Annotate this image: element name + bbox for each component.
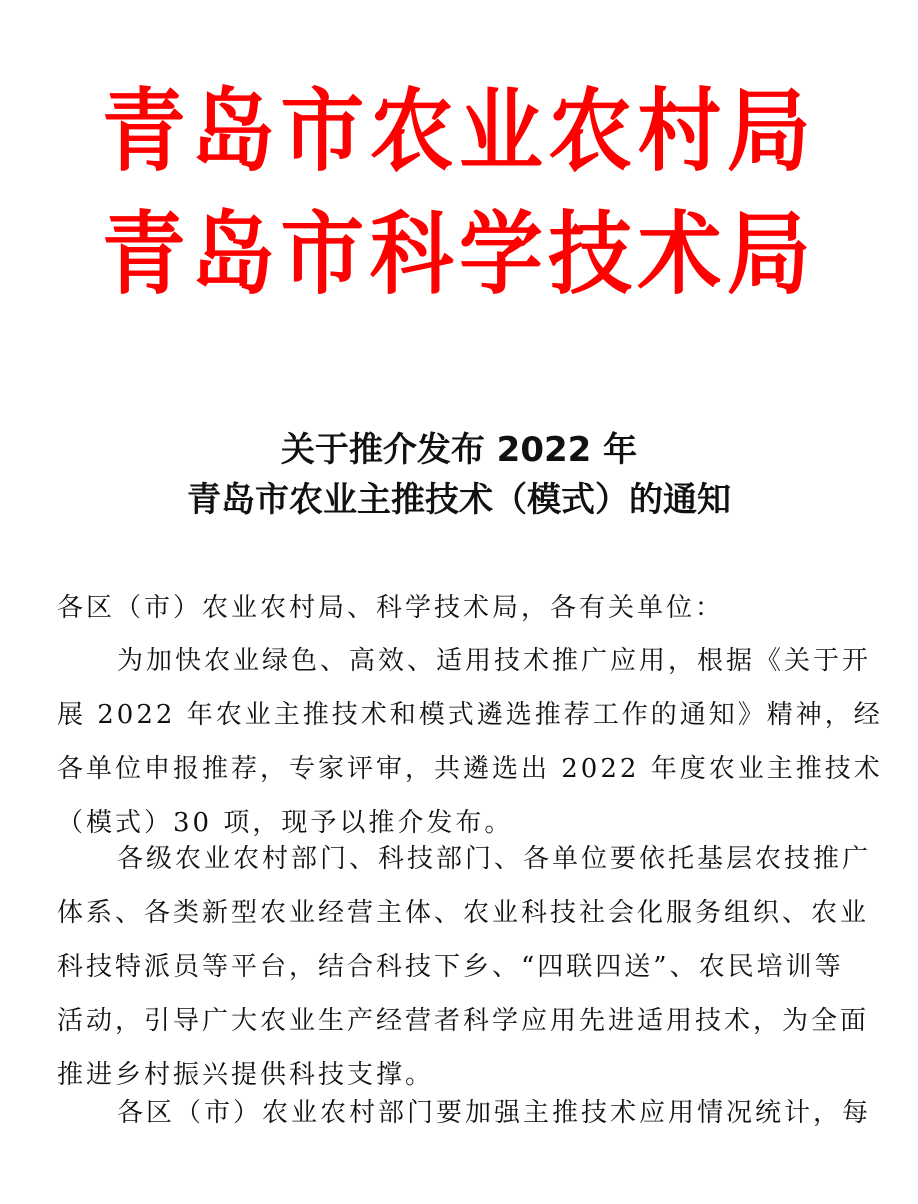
paragraph-2-line-3: 科技特派员等平台，结合科技下乡、“四联四送”、农民培训等 <box>57 952 844 982</box>
document-title-line-1: 关于推介发布 2022 年 <box>280 430 638 470</box>
letterhead-line-2: 青岛市科学技术局 <box>101 202 817 307</box>
salutation: 各区（市）农业农村局、科学技术局，各有关单位： <box>57 593 725 623</box>
paragraph-1-line-4: （模式）30 项，现予以推介发布。 <box>57 808 514 838</box>
paragraph-2-line-5: 推进乡村振兴提供科技支撑。 <box>57 1060 435 1090</box>
paragraph-2-line-4: 活动，引导广大农业生产经营者科学应用先进适用技术，为全面 <box>57 1006 870 1036</box>
paragraph-2-line-2: 体系、各类新型农业经营主体、农业科技社会化服务组织、农业 <box>57 898 870 928</box>
paragraph-1-line-3: 各单位申报推荐，专家评审，共遴选出 2022 年度农业主推技术 <box>57 754 883 784</box>
letterhead-line-1: 青岛市农业农村局 <box>101 79 817 184</box>
paragraph-1-line-2: 展 2022 年农业主推技术和模式遴选推荐工作的通知》精神，经 <box>57 700 883 730</box>
paragraph-2-line-1: 各级农业农村部门、科技部门、各单位要依托基层农技推广 <box>117 844 872 874</box>
paragraph-1-line-1: 为加快农业绿色、高效、适用技术推广应用，根据《关于开 <box>117 646 872 676</box>
document-title-line-2: 青岛市农业主推技术（模式）的通知 <box>187 480 731 520</box>
paragraph-3-line-1: 各区（市）农业农村部门要加强主推技术应用情况统计，每 <box>117 1098 872 1128</box>
